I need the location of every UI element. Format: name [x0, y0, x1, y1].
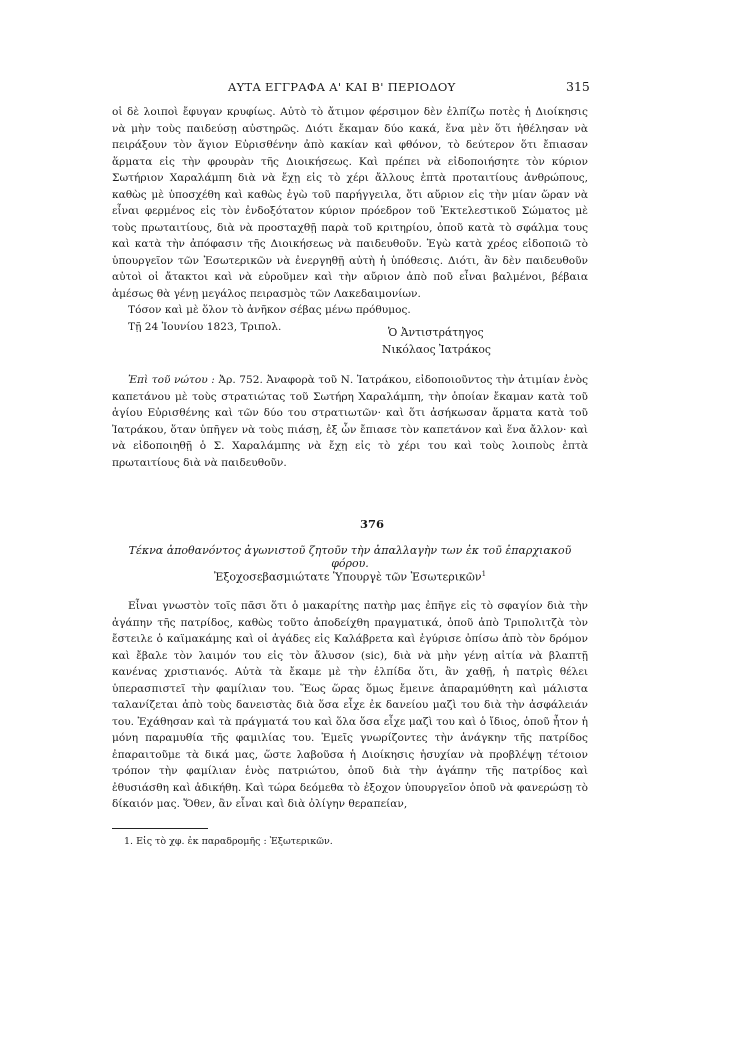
address-text: Ἐξοχοσεβασμιώτατε Ὑπουργὲ τῶν Ἐσωτερικῶν [213, 570, 482, 584]
page-number: 315 [566, 79, 590, 94]
signature-name: Νικόλαος Ἰατράκος [382, 343, 491, 356]
signature-title: Ὁ Ἀντιστράτηγος [388, 326, 484, 339]
document-body [112, 598, 588, 813]
footnote-divider [112, 828, 208, 829]
endorsement [112, 372, 588, 471]
document-heading: Τέκνα ἀποθανόντος ἀγωνιστοῦ ζητοῦν τὴν ἀπαλλαγὴν των ἐκ τοῦ ἐπαρχιακοῦ φόρου. [128, 544, 572, 570]
letter-closing: Τόσον καὶ μὲ ὅλον τὸ ἀνῆκον σέβας μένω πρόθυμος. [128, 304, 411, 316]
signature-block [382, 324, 491, 358]
footnote: 1. Εἰς τὸ χφ. ἐκ παραδρομῆς : Ἐξωτερικῶν. [124, 836, 333, 847]
endorsement-label: Ἐπὶ τοῦ νώτου : [128, 374, 215, 386]
document-body-paragraph: Εἶναι γνωστὸν τοῖς πᾶσι ὅτι ὁ μακαρίτης πατὴρ μας ἐπῆγε εἰς τὸ σφαγίον διὰ τὴν ἀγάπην τῆς πατρίδος, καθὼς τοῦτο ἀποδείχθη πραγματικά, ὁποῦ ἀπὸ Τριπολιτζὰ τὸν ἔστειλε ὁ καϊμακάμης καὶ οἱ ἀγάδες εἰς Καλάβρετα καὶ ἐγύρισε ὀπίσω ἀπὸ τὸν δρόμον καὶ ἔβαλε τὸν λαιμόν του εἰς τὸν ἄλυσον (sic), διὰ νὰ μὴν γένῃ αἰτία νὰ βλαπτῇ κανένας χριστιανός. Αὐτὰ τὰ ἔκαμε μὲ τὴν ἐλπίδα ὅτι, ἂν χαθῇ, ἡ πατρὶς θέλει ὑπερασπιστεῖ τὴν φαμίλιαν του. Ἕως ὥρας ὅμως ἔμεινε ἀπαραμύθητη καὶ μάλιστα ταλανίζεται ἀπὸ τοὺς δανειστὰς διὰ ὅσα εἶχε ἐκ δανείου μαζὶ του διὰ τὴν ἀσφάλειάν του. Ἐχάθησαν καὶ τὰ πράγματά του καὶ ὅλα ὅσα εἶχε μαζὶ του καὶ ὁ ἴδιος, ὁποῦ ἦτον ἡ μόνη παραμυθία τῆς φαμιλίας του. Ἐμεῖς γνωρίζοντες τὴν ἀνάγκην τῆς πατρίδος ἐπαραιτοῦμε τὰ δικά μας, ὥστε λαβοῦσα ἡ Διοίκησις ἡσυχίαν νὰ προβλέψῃ τέτοιον τρόπον τὴν φαμίλιαν ἑνὸς πατριώτου, ὁποῦ διὰ τὴν ἀγάπην τῆς πατρίδος καὶ ἐθυσιάσθη καὶ ἀδικήθη. Καὶ τώρα δεόμεθα τὸ ἐξοχον ὑπουργεῖον ὁποῦ νὰ φανερώσῃ τὸ δίκαιόν μας. Ὅθεν, ἂν εἶναι καὶ διὰ ὀλίγην θεραπείαν, [112, 600, 588, 810]
document-number: 376 [359, 517, 384, 531]
letter-paragraph: οἱ δὲ λοιποὶ ἔφυγαν κρυφίως. Αὐτὸ τὸ ἄτιμον φέρσιμον δὲν ἐλπίζω ποτὲς ἡ Διοίκησις νὰ μὴν τοὺς παιδεύσῃ αὐστηρῶς. Διότι ἔκαμαν δύο κακά, ἕνα μὲν ὅτι ἠθέλησαν νὰ πειράξουν τὸν ἅγιον Εὐρισθένην ἀπὸ κακίαν καὶ φθόνον, τὸ δεύτερον ὅτι ἔπιασαν ἅρματα εἰς τὴν φρουρὰν τῆς Διοικήσεως. Καὶ πρέπει νὰ εἰδοποιήσητε τὸν κύριον Σωτήριον Χαραλάμπη διὰ νὰ ἔχῃ εἰς τὸ χέρι ἄλλους ἑπτὰ προταιτίους ἀνθρώπους, καθὼς μὲ ὑποσχέθη καὶ καθὼς ἐγὼ τοῦ παρήγγειλα, ὅτι αὔριον εἰς τὴν μίαν ὥραν νὰ εἶναι φερμένος εἰς τὸν ἐνδοξότατον κύριον πρόεδρον τοῦ Ἐκτελεστικοῦ Σώματος μὲ τοὺς πρωταιτίους, διὰ νὰ προσταχθῇ παρὰ τοῦ κριτηρίου, ὁποῦ κατὰ τὸ σφάλμα τους καὶ κατὰ τὴν ἀπόφασιν τῆς Διοικήσεως νὰ παιδευθοῦν. Ἐγὼ κατὰ χρέος εἰδοποιῶ τὸ ὑπουργεῖον τῶν Ἐσωτερικῶν νὰ ἐνεργηθῇ αὐτὴ ἡ ὑπόθεσις. Διότι, ἂν δὲν παιδευθοῦν αὐτοὶ οἱ ἄτακτοι καὶ νὰ εὑροῦμεν καὶ τὴν αὔριον ἀπὸ ποῦ εἶναι βαλμένοι, βέβαια ἀμέσως θὰ γένῃ μεγάλος πειρασμὸς τῶν Λακεδαιμονίων. [112, 106, 588, 300]
letter-date: Τῇ 24 Ἰουνίου 1823, Τριπολ. [128, 320, 282, 333]
document-address [112, 570, 588, 584]
endorsement-text: Ἀρ. 752. Ἀναφορὰ τοῦ Ν. Ἰατράκου, εἰδοποιοῦντος τὴν ἀτιμίαν ἑνὸς καπετάνου μὲ τοὺς στρατιώτας τοῦ Σωτήρη Χαραλάμπη, τὴν ὁποίαν ἔκαμαν κατὰ τοῦ ἁγίου Εὐρισθένης καὶ τῶν δύο του στρατιωτῶν· καὶ ὅτι ἀσήκωσαν ἅρματα κατὰ τοῦ Ἰατράκου, ὅταν ὑπῆγεν νὰ τοὺς πιάσῃ, ἐξ ὧν ἔπιασε τὸν καπετάνον καὶ ἕνα ἄλλον· καὶ νὰ εἰδοποιηθῇ ὁ Σ. Χαραλάμπης νὰ ἔχῃ εἰς τὸ χέρι του καὶ τοὺς λοιποὺς ἑπτὰ πρωταιτίους διὰ νὰ παιδευθοῦν. [112, 374, 589, 469]
letter-body [112, 104, 588, 335]
footnote-marker: 1 [481, 570, 487, 578]
running-title: ΑΥΤΑ ΕΓΓΡΑΦΑ Α' ΚΑΙ Β' ΠΕΡΙΟΔΟΥ [228, 80, 456, 94]
